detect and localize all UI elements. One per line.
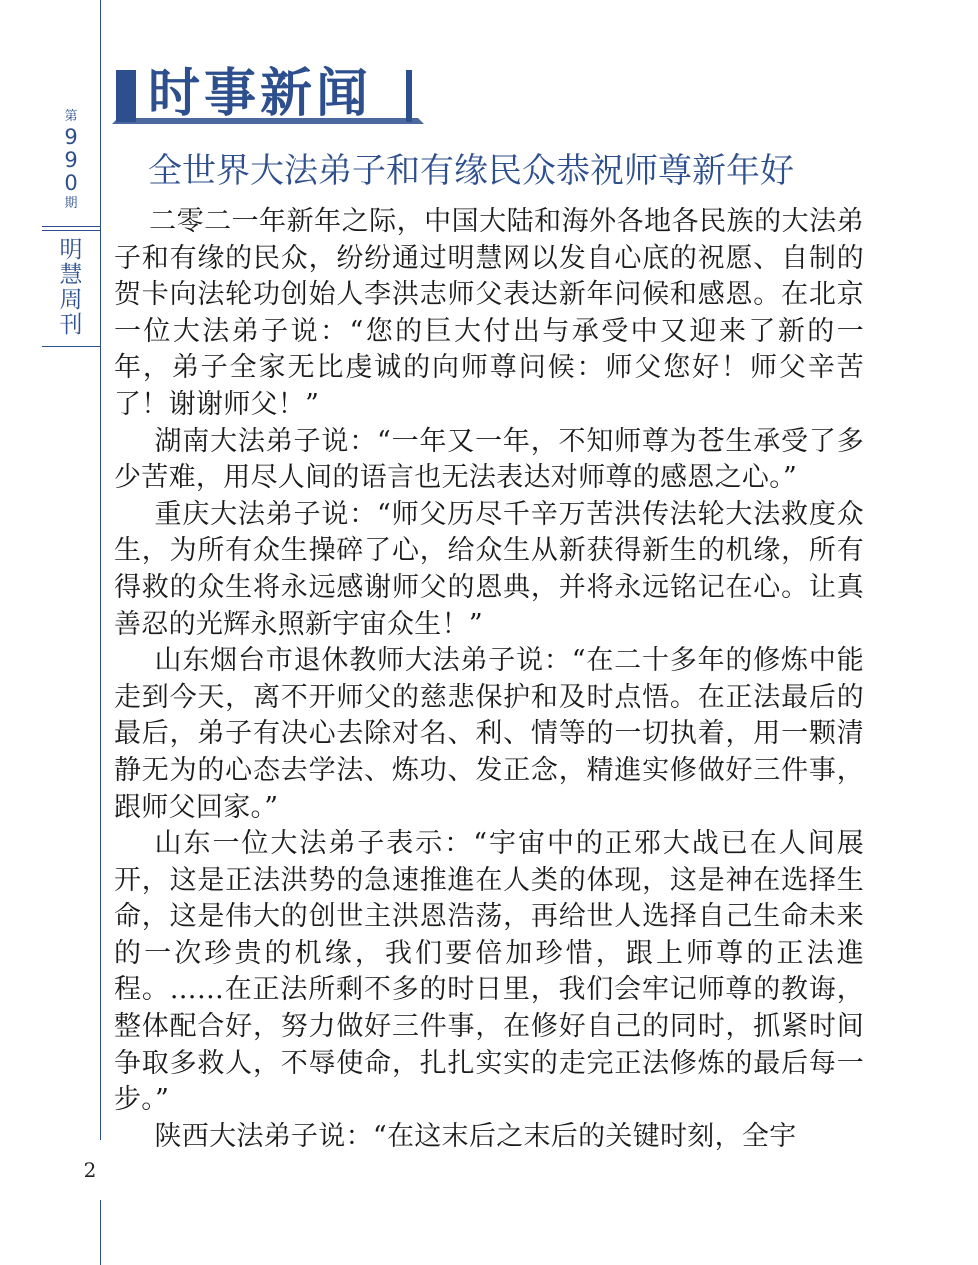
- article-paragraph: 湖南大法弟子说：“一年又一年，不知师尊为苍生承受了多少苦难，用尽人间的语言也无法表达对师尊的感恩之心。”: [114, 425, 864, 494]
- section-title: 时事新闻: [148, 64, 373, 124]
- article-paragraph: 重庆大法弟子说：“师父历尽千辛万苦洪传法轮大法救度众生，为所有众生操碎了心，给众生从新获得新生的机缘，所有得救的众生将永远感谢师父的恩典，并将永远铭记在心。让真善忍的光辉永照新宇宙众生！”: [114, 498, 864, 640]
- sidebar-divider: [42, 230, 100, 231]
- publication-char: 明: [59, 237, 83, 263]
- issue-marker: [42, 108, 100, 213]
- article-paragraph: 山东烟台市退休教师大法弟子说：“在二十多年的修炼中能走到今天，离不开师父的慈悲保护和及时点悟。在正法最后的最后，弟子有决心去除对名、利、情等的一切执着，用一颗清静无为的心态去学法、炼功、发正念，精進实修做好三件事，跟师父回家。”: [114, 645, 864, 823]
- publication-name: [42, 238, 100, 338]
- publication-char: 周: [59, 287, 83, 313]
- issue-digit: 9: [64, 148, 78, 172]
- article-paragraph: 山东一位大法弟子表示：“宇宙中的正邪大战已在人间展开，这是正法洪势的急速推進在人类的体现，这是神在选择生命，这是伟大的创世主洪恩浩荡，再给世人选择自己生命未来的一次珍贵的机缘，我们要倍加珍惜，跟上师尊的正法進程。……在正法所剩不多的时日里，我们会牢记师尊的教诲，整体配合好，努力做好三件事，在修好自己的同时，抓紧时间争取多救人，不辱使命，扎扎实实的走完正法修炼的最后每一步。”: [114, 828, 864, 1116]
- page-number: 2: [83, 1158, 97, 1182]
- article-body: [114, 204, 864, 1155]
- issue-suffix: 期: [64, 196, 78, 211]
- margin-rule-bottom: [100, 1200, 101, 1265]
- publication-char: 刊: [59, 312, 83, 338]
- margin-rule-top: [100, 0, 101, 1140]
- article-paragraph: 陕西大法弟子说：“在这末后之末后的关键时刻，全宇: [154, 1120, 797, 1152]
- article-paragraph: 二零二一年新年之际，中国大陆和海外各地各民族的大法弟子和有缘的民众，纷纷通过明慧网以发自心底的祝愿、自制的贺卡向法轮功创始人李洪志师父表达新年问候和感恩。在北京一位大法弟子说：“您的巨大付出与承受中又迎来了新的一年，弟子全家无比虔诚的向师尊问候：师父您好！师父辛苦了！谢谢师父！”: [114, 206, 864, 420]
- issue-digit: 9: [64, 125, 78, 149]
- section-banner: [110, 64, 426, 126]
- issue-digit: 0: [64, 171, 78, 195]
- publication-char: 慧: [59, 262, 83, 288]
- issue-prefix: 第: [64, 109, 78, 124]
- article-headline: 全世界大法弟子和有缘民众恭祝师尊新年好: [148, 151, 794, 191]
- sidebar-divider: [42, 346, 100, 347]
- sidebar-divider: [42, 226, 100, 227]
